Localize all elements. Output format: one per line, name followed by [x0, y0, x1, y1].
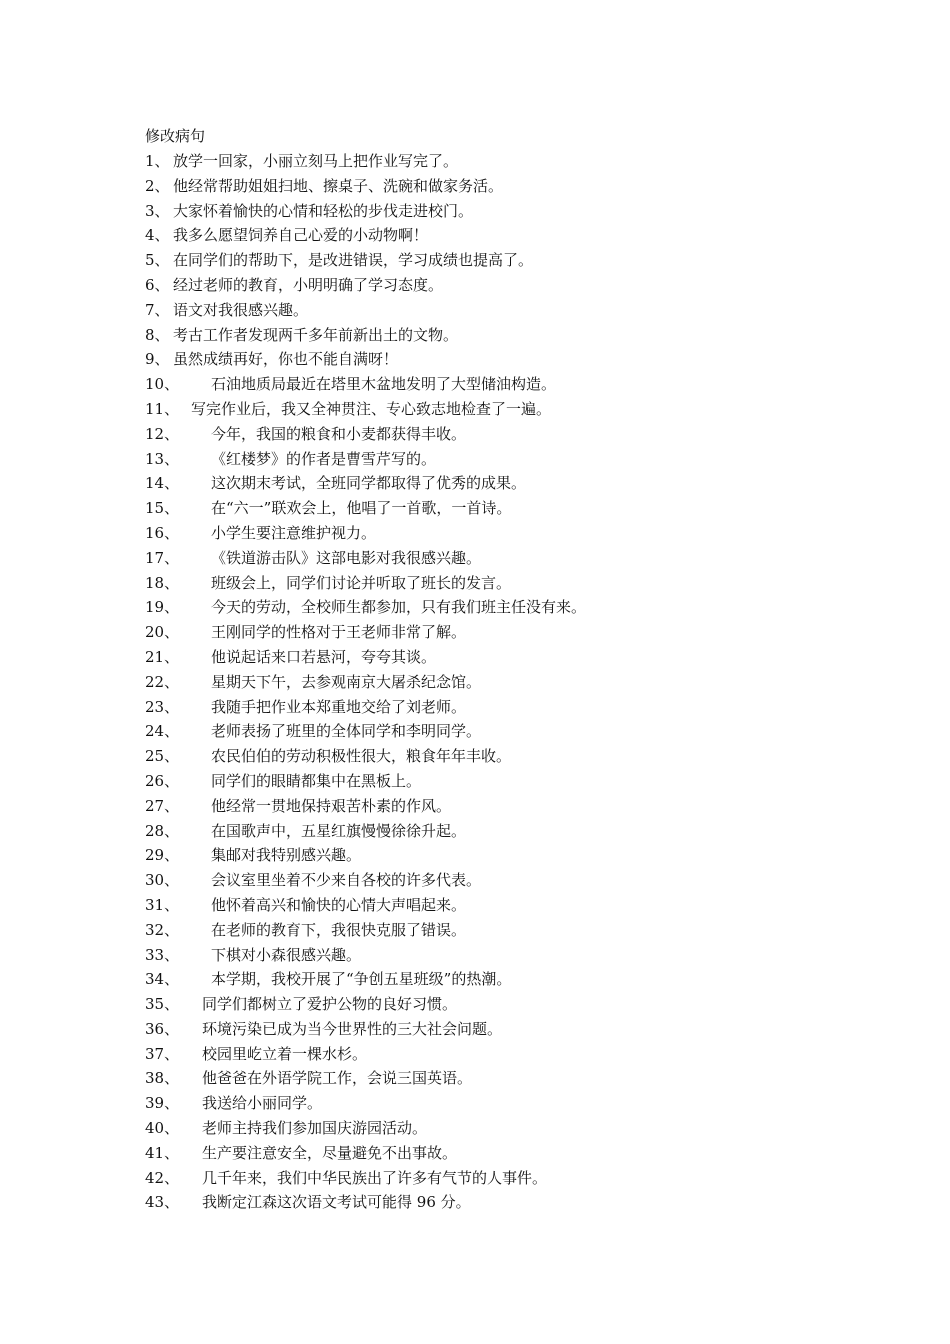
list-item: [145, 647, 905, 672]
list-item: [145, 969, 905, 994]
item-number: 21、: [145, 647, 180, 666]
list-item: [145, 1019, 905, 1044]
item-text: 虽然成绩再好，你也不能自满呀！: [173, 350, 399, 369]
list-item: [145, 1093, 905, 1118]
list-item: [145, 597, 905, 622]
item-number: 29、: [145, 846, 180, 865]
list-item: [145, 622, 905, 647]
item-number: 13、: [145, 449, 180, 468]
item-text: 王刚同学的性格对于王老师非常了解。: [211, 623, 467, 642]
list-item: [145, 300, 905, 325]
list-item: [145, 920, 905, 945]
item-text: 同学们都树立了爱护公物的良好习惯。: [202, 995, 458, 1014]
item-number: 17、: [145, 548, 180, 567]
item-number: 31、: [145, 895, 180, 914]
item-text: 农民伯伯的劳动积极性很大，粮食年年丰收。: [211, 747, 512, 766]
item-text: 他经常帮助姐姐扫地、擦桌子、洗碗和做家务活。: [173, 176, 504, 195]
item-number: 6、: [145, 275, 170, 294]
item-number: 32、: [145, 920, 180, 939]
list-item: [145, 945, 905, 970]
item-text: 今天的劳动，全校师生都参加，只有我们班主任没有来。: [211, 598, 587, 617]
list-item: [145, 548, 905, 573]
list-item: [145, 573, 905, 598]
item-number: 28、: [145, 821, 180, 840]
item-number: 20、: [145, 623, 180, 642]
item-number: 39、: [145, 1094, 180, 1113]
list-item: [145, 1143, 905, 1168]
item-text: 老师表扬了班里的全体同学和李明同学。: [211, 722, 482, 741]
item-number: 25、: [145, 747, 180, 766]
list-item: [145, 473, 905, 498]
list-item: [145, 498, 905, 523]
item-number: 38、: [145, 1069, 180, 1088]
list-item: [145, 176, 905, 201]
list-item: [145, 424, 905, 449]
list-item: [145, 523, 905, 548]
item-text: 我断定江森这次语文考试可能得 96 分。: [202, 1193, 471, 1212]
item-number: 41、: [145, 1143, 180, 1162]
item-number: 43、: [145, 1193, 180, 1212]
item-text: 语文对我很感兴趣。: [173, 300, 309, 319]
list-item: [145, 1068, 905, 1093]
item-number: 23、: [145, 697, 180, 716]
list-item: [145, 374, 905, 399]
item-number: 15、: [145, 499, 180, 518]
list-item: [145, 325, 905, 350]
list-item: [145, 746, 905, 771]
item-text: 今年，我国的粮食和小麦都获得丰收。: [211, 424, 467, 443]
sentence-list: [145, 151, 905, 1217]
list-item: [145, 895, 905, 920]
list-item: [145, 250, 905, 275]
item-number: 26、: [145, 771, 180, 790]
item-number: 7、: [145, 300, 170, 319]
item-text: 考古工作者发现两千多年前新出土的文物。: [173, 325, 459, 344]
item-text: 在老师的教育下，我很快克服了错误。: [211, 920, 467, 939]
document-title: 修改病句: [145, 127, 206, 145]
item-number: 40、: [145, 1119, 180, 1138]
list-item: [145, 697, 905, 722]
item-number: 42、: [145, 1168, 180, 1187]
item-text: 他经常一贯地保持艰苦朴素的作风。: [211, 796, 452, 815]
item-text: 我送给小丽同学。: [202, 1094, 323, 1113]
list-item: [145, 1044, 905, 1069]
item-text: 这次期末考试，全班同学都取得了优秀的成果。: [211, 474, 527, 493]
item-text: 他怀着高兴和愉快的心情大声唱起来。: [211, 895, 467, 914]
item-text: 《红楼梦》的作者是曹雪芹写的。: [211, 449, 437, 468]
item-number: 4、: [145, 226, 170, 245]
item-text: 他爸爸在外语学院工作，会说三国英语。: [202, 1069, 473, 1088]
list-item: [145, 275, 905, 300]
item-text: 经过老师的教育，小明明确了学习态度。: [173, 275, 444, 294]
item-text: 会议室里坐着不少来自各校的许多代表。: [211, 871, 482, 890]
item-number: 8、: [145, 325, 170, 344]
item-text: 他说起话来口若悬河，夸夸其谈。: [211, 647, 437, 666]
item-text: 星期天下午，去参观南京大屠杀纪念馆。: [211, 672, 482, 691]
item-text: 小学生要注意维护视力。: [211, 523, 377, 542]
item-text: 校园里屹立着一棵水杉。: [202, 1044, 368, 1063]
list-item: [145, 349, 905, 374]
item-number: 36、: [145, 1019, 180, 1038]
list-item: [145, 821, 905, 846]
item-number: 3、: [145, 201, 170, 220]
item-number: 14、: [145, 474, 180, 493]
item-text: 同学们的眼睛都集中在黑板上。: [211, 771, 422, 790]
list-item: [145, 1168, 905, 1193]
item-number: 35、: [145, 995, 180, 1014]
item-text: 在国歌声中，五星红旗慢慢徐徐升起。: [211, 821, 467, 840]
item-text: 写完作业后，我又全神贯注、专心致志地检查了一遍。: [191, 399, 552, 418]
item-number: 10、: [145, 375, 180, 394]
item-text: 在“六一”联欢会上，他唱了一首歌，一首诗。: [211, 499, 512, 518]
item-number: 16、: [145, 523, 180, 542]
list-item: [145, 672, 905, 697]
list-item: [145, 151, 905, 176]
list-item: [145, 225, 905, 250]
list-item: [145, 870, 905, 895]
list-item: [145, 845, 905, 870]
item-text: 我多么愿望饲养自己心爱的小动物啊！: [173, 226, 429, 245]
item-number: 34、: [145, 970, 180, 989]
item-number: 24、: [145, 722, 180, 741]
list-item: [145, 449, 905, 474]
item-number: 33、: [145, 945, 180, 964]
item-number: 2、: [145, 176, 170, 195]
list-item: [145, 399, 905, 424]
item-number: 9、: [145, 350, 170, 369]
item-text: 集邮对我特别感兴趣。: [211, 846, 362, 865]
item-number: 37、: [145, 1044, 180, 1063]
item-text: 本学期，我校开展了“争创五星班级”的热潮。: [211, 970, 512, 989]
item-number: 12、: [145, 424, 180, 443]
item-text: 我随手把作业本郑重地交给了刘老师。: [211, 697, 467, 716]
item-text: 大家怀着愉快的心情和轻松的步伐走进校门。: [173, 201, 474, 220]
list-item: [145, 994, 905, 1019]
list-item: [145, 721, 905, 746]
list-item: [145, 771, 905, 796]
item-number: 30、: [145, 871, 180, 890]
item-text: 《铁道游击队》这部电影对我很感兴趣。: [211, 548, 482, 567]
item-text: 环境污染已成为当今世界性的三大社会问题。: [202, 1019, 503, 1038]
item-text: 班级会上，同学们讨论并听取了班长的发言。: [211, 573, 512, 592]
item-number: 27、: [145, 796, 180, 815]
item-text: 石油地质局最近在塔里木盆地发明了大型储油构造。: [211, 375, 557, 394]
list-item: [145, 1118, 905, 1143]
list-item: [145, 1192, 905, 1217]
item-text: 下棋对小森很感兴趣。: [211, 945, 362, 964]
item-text: 几千年来，我们中华民族出了许多有气节的人事件。: [202, 1168, 548, 1187]
item-number: 11、: [145, 399, 180, 418]
item-text: 在同学们的帮助下，是改进错误，学习成绩也提高了。: [173, 251, 534, 270]
item-text: 放学一回家，小丽立刻马上把作业写完了。: [173, 152, 459, 170]
item-number: 1、: [145, 152, 170, 170]
list-item: [145, 201, 905, 226]
list-item: [145, 796, 905, 821]
item-text: 老师主持我们参加国庆游园活动。: [202, 1119, 428, 1138]
item-text: 生产要注意安全，尽量避免不出事故。: [202, 1143, 458, 1162]
item-number: 22、: [145, 672, 180, 691]
item-number: 5、: [145, 251, 170, 270]
item-number: 18、: [145, 573, 180, 592]
item-number: 19、: [145, 598, 180, 617]
